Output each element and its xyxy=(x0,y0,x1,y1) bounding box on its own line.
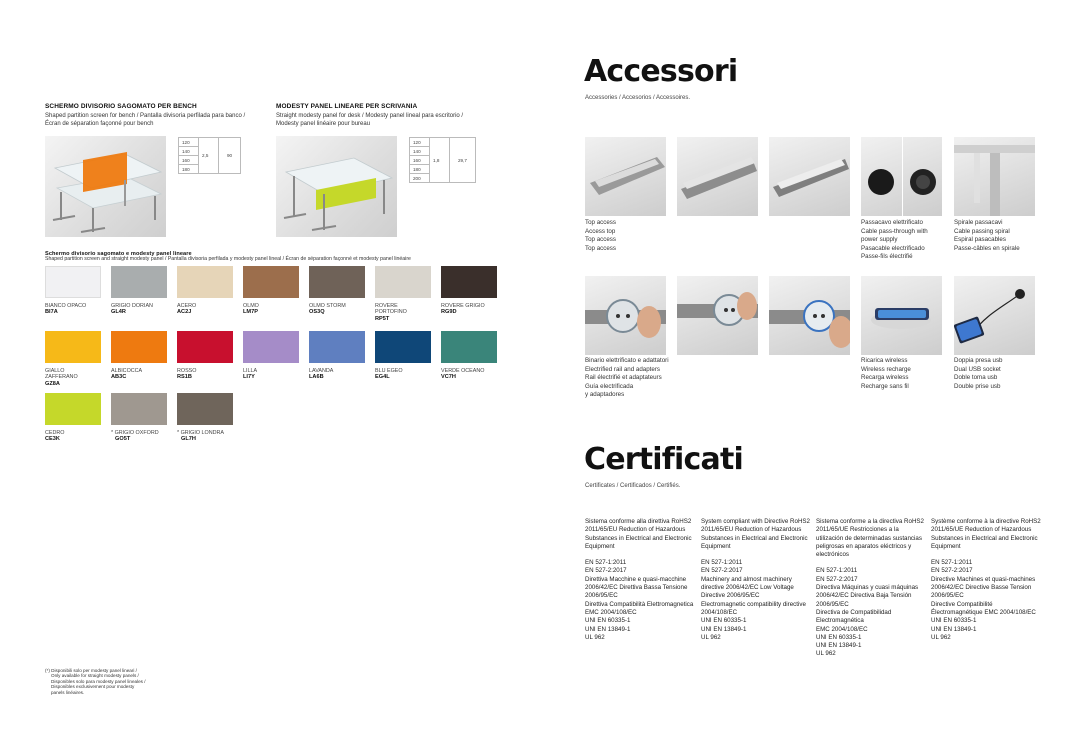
finish-code: RG9D xyxy=(441,309,457,316)
usb-socket-photo xyxy=(954,276,1035,355)
finish-swatch xyxy=(243,266,299,298)
table-cell: 200 xyxy=(410,174,430,183)
finish-name: OLMO xyxy=(243,303,259,309)
finish-code: GZ8A xyxy=(45,380,60,387)
caption-line: Ricarica wireless xyxy=(861,357,908,364)
finish-name: LILLA xyxy=(243,368,258,374)
screen-line-2: Écran de séparation façonné pour bench xyxy=(45,121,154,127)
table-cell: 140 xyxy=(179,147,199,156)
caption-line: Pasacable electrificado xyxy=(861,244,925,252)
electrified-rail-photo-2 xyxy=(677,276,758,355)
table-cell: 140 xyxy=(410,147,430,156)
finish-name: BLU EGEO xyxy=(375,368,403,374)
certificates-subtitle: Certificates / Certificados / Certifiés. xyxy=(585,483,681,489)
finish-code: GL4R xyxy=(111,309,126,316)
finish-swatch xyxy=(309,266,365,298)
caption-top-access xyxy=(585,219,616,253)
finish-swatch xyxy=(177,331,233,363)
caption-line: Dual USB socket xyxy=(954,365,1001,373)
certificates-title: Certificati xyxy=(584,442,743,477)
caption-line: Electrified rail and adapters xyxy=(585,365,660,373)
caption-line: Top access xyxy=(585,244,616,252)
caption-line: Top access xyxy=(585,236,616,244)
finish-name: ACERO xyxy=(177,303,197,309)
finish-name: ROSSO xyxy=(177,368,197,374)
table-cell: 180 xyxy=(410,165,430,174)
cable-pass-through-photo xyxy=(861,137,942,216)
caption-line: Passe-câbles en spirale xyxy=(954,244,1020,252)
finish-name: GIALLO xyxy=(45,368,65,374)
finish-name: ALBICOCCA xyxy=(111,368,143,374)
caption-line: Passacavo elettrificato xyxy=(861,219,923,226)
modesty-dimension-table xyxy=(409,137,476,183)
finish-code: RS1B xyxy=(177,374,192,381)
table-cell: 29,7 xyxy=(450,138,476,183)
accessories-title: Accessori xyxy=(584,54,738,89)
certificate-column-es xyxy=(816,518,926,667)
caption-wireless-recharge xyxy=(861,357,911,391)
modesty-title: MODESTY PANEL LINEARE PER SCRIVANIA xyxy=(276,103,418,110)
modesty-line-1: Straight modesty panel for desk / Modesty panel lineal para escritorio / xyxy=(276,113,464,119)
caption-line: Passe-fils électrifié xyxy=(861,253,913,261)
finish-code: VC7H xyxy=(441,374,456,381)
finish-swatch xyxy=(441,266,497,298)
finish-swatch xyxy=(375,331,431,363)
caption-line: Wireless recharge xyxy=(861,365,911,373)
caption-line: Rail électrifié et adaptateurs xyxy=(585,374,662,382)
finish-name: * GRIGIO OXFORD xyxy=(111,430,159,436)
finish-code: LA6B xyxy=(309,374,324,381)
caption-line: Top access xyxy=(585,219,616,226)
accessories-subtitle: Accessories / Accesorios / Accessoires. xyxy=(585,95,691,101)
caption-line: Guía electrificada xyxy=(585,382,634,390)
finish-swatch xyxy=(177,266,233,298)
finish-code: GO5T xyxy=(115,436,131,443)
finish-swatch xyxy=(45,331,101,363)
top-access-photo-1 xyxy=(585,137,666,216)
caption-line: Cable pass-through with xyxy=(861,227,928,235)
finish-swatch xyxy=(45,393,101,425)
top-access-photo-3 xyxy=(769,137,850,216)
table-cell: 2,5 xyxy=(199,138,219,174)
finish-name: CEDRO xyxy=(45,430,65,436)
table-cell: 120 xyxy=(410,138,430,147)
certificate-intro: Système conforme à la directive RoHS2 2011/65/UE Reduction of Hazardous Substances in Electrical and Electronic Equipment xyxy=(931,518,1041,550)
caption-line: Recarga wireless xyxy=(861,374,909,382)
caption-line: Spirale passacavi xyxy=(954,219,1003,226)
finish-name: GRIGIO DORIAN xyxy=(111,303,153,309)
finish-code: AC2J xyxy=(177,309,192,316)
caption-cable-pass-through xyxy=(861,219,928,262)
finish-code: AB3C xyxy=(111,374,127,381)
table-cell: 1,8 xyxy=(430,138,450,183)
finishes-title: Schermo divisorio sagomato e modesty panel lineare xyxy=(45,251,192,257)
finish-swatch xyxy=(111,331,167,363)
wireless-charger-photo xyxy=(861,276,942,355)
certificate-standards: EN 527-1:2011 EN 527-2:2017 Directive Machines et quasi-machines 2006/42/EC Directive Basse Tension 2006/95/EC Directive Compatibilité Électromagnétique EMC 2004/108/EC UNI EN 60335-1 UNI EN 13849-1 UL 962 xyxy=(931,559,1036,641)
finish-code: EG4L xyxy=(375,374,390,381)
table-cell: 120 xyxy=(179,138,199,147)
caption-line: power supply xyxy=(861,236,898,244)
finish-name: LAVANDA xyxy=(309,368,334,374)
cable-spiral-photo xyxy=(954,137,1035,216)
electrified-rail-photo-1 xyxy=(585,276,666,355)
table-cell: 180 xyxy=(179,165,199,174)
footnote-line: panels linéaires. xyxy=(51,689,85,695)
finish-swatch xyxy=(111,393,167,425)
top-access-photo-2 xyxy=(677,137,758,216)
caption-line: Cable passing spiral xyxy=(954,227,1010,235)
screen-dimension-table xyxy=(178,137,241,174)
finish-code: CE3K xyxy=(45,436,60,443)
finish-swatch xyxy=(441,331,497,363)
finish-swatch xyxy=(243,331,299,363)
finish-name: OLMO STORM xyxy=(309,303,346,309)
footnote xyxy=(45,668,145,695)
finish-code: GL7H xyxy=(181,436,196,443)
finish-code: RP5T xyxy=(375,315,390,322)
finish-name: ROVERE GRIGIO xyxy=(441,303,485,309)
modesty-photo xyxy=(276,136,397,237)
finish-name: ROVERE xyxy=(375,303,398,309)
screen-line-1: Shaped partition screen for bench / Pantalla divisoria perfilada para banco / xyxy=(45,113,246,119)
table-cell: 90 xyxy=(219,138,241,174)
finish-name: ZAFFERANO xyxy=(45,374,78,381)
caption-electrified-rail xyxy=(585,357,669,400)
certificate-intro: System compliant with Directive RoHS2 2011/65/EU Reduction of Hazardous Substances in Electrical and Electronic Equipment xyxy=(701,518,811,550)
finish-name: * GRIGIO LONDRA xyxy=(177,430,225,436)
footnote-line: Disponibles exclusivement pour modesty xyxy=(51,684,135,690)
caption-line: Doppia presa usb xyxy=(954,357,1003,364)
finish-name: BIANCO OPACO xyxy=(45,303,87,309)
finish-swatch xyxy=(375,266,431,298)
footnote-line: Disponibles solo para modesty panel lineales / xyxy=(51,678,146,684)
finish-swatch xyxy=(111,266,167,298)
finish-code: OS3Q xyxy=(309,309,325,316)
certificate-standards: EN 527-1:2011 EN 527-2:2017 Direttiva Macchine e quasi-macchine 2006/42/EC Direttiva Bassa Tensione 2006/95/EC Direttiva Compatibilità Elettromagnetica EMC 2004/108/EC UNI EN 60335-1 UNI EN 13849-1 UL 962 xyxy=(585,559,694,641)
caption-line: Binario elettrificato e adattatori xyxy=(585,357,669,364)
caption-cable-spiral xyxy=(954,219,1020,253)
finish-code: LI7Y xyxy=(243,374,255,381)
certificate-standards: EN 527-1:2011 EN 527-2:2017 Machinery and almost machinery directive 2006/42/EC Low Voltage Directive 2006/95/EC Electromagnetic compatibility directive 2004/108/EC UNI EN 60335-1 UNI EN 13849-1 UL 962 xyxy=(701,559,806,641)
finish-code: BI7A xyxy=(45,309,58,316)
caption-usb-socket xyxy=(954,357,1003,391)
certificate-column-fr xyxy=(931,518,1041,650)
certificate-standards: EN 527-1:2011 EN 527-2:2017 Directiva Máquinas y cuasi máquinas 2006/42/EC Directiva Baja Tensión 2006/95/EC Directiva de Compatibilidad Electromagnética EMC 2004/108/EC UNI EN 60335-1 UNI EN 13849-1 UL 962 xyxy=(816,567,919,658)
finish-swatch xyxy=(45,266,101,298)
finish-swatch xyxy=(309,331,365,363)
modesty-line-2: Modesty panel linéaire pour bureau xyxy=(276,121,371,127)
caption-line: Doble toma usb xyxy=(954,374,998,382)
caption-line: Recharge sans fil xyxy=(861,382,909,390)
table-cell: 160 xyxy=(179,156,199,165)
finish-name: PORTOFINO xyxy=(375,309,407,316)
finish-swatch xyxy=(177,393,233,425)
finishes-subtitle: Shaped partition screen and straight modesty panel / Pantalla divisoria perfilada y modesty panel lineal / Écran de séparation façonné et modesty panel linéaire xyxy=(45,256,411,262)
table-cell: 160 xyxy=(410,156,430,165)
screen-photo xyxy=(45,136,166,237)
footnote-line: Only available for straight modesty panels / xyxy=(51,673,139,679)
finish-code: LM7P xyxy=(243,309,258,316)
certificate-intro: Sistema conforme alla direttiva RoHS2 2011/65/EU Reduction of Hazardous Substances in Electrical and Electronic Equipment xyxy=(585,518,692,550)
electrified-rail-photo-3 xyxy=(769,276,850,355)
caption-line: Access top xyxy=(585,227,616,235)
footnote-line: (*) Disponibili solo per modesty panel lineari / xyxy=(45,668,137,673)
finish-name: VERDE OCEANO xyxy=(441,368,485,374)
certificate-column-en xyxy=(701,518,811,650)
caption-line: y adaptadores xyxy=(585,391,625,399)
caption-line: Espiral pasacables xyxy=(954,236,1006,244)
certificate-column-it xyxy=(585,518,695,650)
certificate-intro: Sistema conforme a la directiva RoHS2 2011/65/UE Restricciones a la utilización de determinadas sustancias peligrosas en aparatos eléctricos y electrónicos xyxy=(816,518,924,559)
caption-line: Double prise usb xyxy=(954,382,1001,390)
screen-title: SCHERMO DIVISORIO SAGOMATO PER BENCH xyxy=(45,103,197,110)
